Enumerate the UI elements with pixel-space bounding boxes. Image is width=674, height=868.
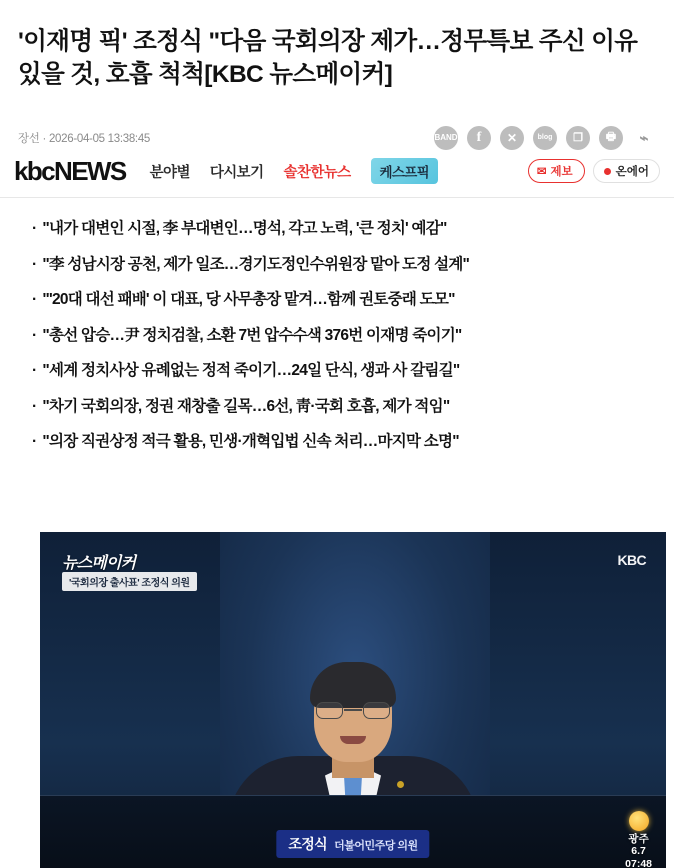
- nav-item-replay[interactable]: 다시보기: [209, 164, 264, 181]
- facebook-share-icon[interactable]: f: [467, 126, 491, 150]
- bullet-text: "총선 압승…尹 정치검찰, 소환 7번 압수수색 376번 이재명 죽이기": [42, 326, 462, 344]
- bullet-text: "내가 대변인 시절, 李 부대변인…명석, 각고 노력, '큰 정치' 예감": [42, 220, 447, 238]
- copy-link-icon[interactable]: ❐: [566, 126, 590, 150]
- nav-right: [528, 159, 660, 183]
- glasses-icon: [316, 702, 390, 720]
- share-icons: [434, 126, 656, 150]
- bullet-text: "李 성남시장 공천, 제가 일조…경기도정인수위원장 맡아 도정 설계": [42, 255, 470, 273]
- list-item: [32, 425, 656, 460]
- list-item: [32, 283, 656, 318]
- channel-watermark: KBC: [617, 552, 646, 569]
- bullet-text: "의장 직권상정 적극 활용, 민생·개혁입법 신속 처리…마지막 소명": [42, 433, 459, 451]
- report-button[interactable]: [528, 159, 585, 183]
- sun-icon: [629, 811, 649, 831]
- weather-overlay: [625, 811, 652, 868]
- bullet-dot-icon: ·: [32, 362, 37, 380]
- onair-button-label: 온에어: [615, 166, 649, 179]
- list-item: [32, 212, 656, 247]
- bullet-text: "차기 국회의장, 정권 재창출 길목…6선, 靑·국회 호흡, 제가 적임": [42, 397, 450, 415]
- bullet-dot-icon: ·: [32, 291, 37, 309]
- name-plate: [276, 830, 429, 858]
- video-still[interactable]: [40, 532, 666, 868]
- nav-item-categories[interactable]: 분야별: [149, 164, 190, 181]
- page-title: '이재명 픽' 조정식 "다음 국회의장 제가…정무특보 주신 이유 있을 것, 호흡 척척[KBC 뉴스메이커]: [18, 28, 638, 88]
- site-navbar: [0, 150, 674, 198]
- weather-temp: 6.7: [631, 845, 646, 858]
- figure-mouth: [340, 736, 366, 744]
- weather-city: 광주: [628, 832, 649, 845]
- name-plate-name: 조정식: [288, 836, 328, 853]
- bullet-text: "세계 정치사상 유례없는 정적 죽이기…24일 단식, 생과 사 갈림길": [42, 362, 460, 380]
- list-item: [32, 247, 656, 282]
- blog-share-icon[interactable]: blog: [533, 126, 557, 150]
- bullet-dot-icon: ·: [32, 397, 37, 415]
- logo-news: NEWS: [54, 155, 126, 186]
- list-item: [32, 354, 656, 389]
- nav-item-kbc-pick[interactable]: 케스프픽: [371, 158, 438, 184]
- name-plate-description: 더불어민주당 의원: [334, 840, 418, 853]
- bullet-dot-icon: ·: [32, 255, 37, 273]
- report-button-label: 제보: [550, 166, 573, 179]
- program-logo: 뉴스메이커: [62, 555, 136, 573]
- nav-items: [150, 158, 438, 184]
- onair-button[interactable]: [593, 159, 660, 183]
- byline: 장선 · 2026-04-05 13:38:45: [18, 132, 151, 145]
- bullet-dot-icon: ·: [32, 220, 37, 238]
- site-logo[interactable]: [14, 156, 126, 187]
- envelope-icon: ✉: [536, 166, 547, 179]
- weather-time: 07:48: [625, 857, 652, 868]
- byline-row: [0, 108, 674, 150]
- bullet-dot-icon: ·: [32, 433, 37, 451]
- program-subtitle-tag: '국회의장 출사표' 조정식 의원: [62, 572, 197, 591]
- bullet-dot-icon: ·: [32, 326, 37, 344]
- list-item: [32, 389, 656, 424]
- nav-item-solchan-news[interactable]: 솔찬한뉴스: [283, 164, 351, 181]
- onair-dot-icon: [604, 168, 611, 175]
- band-share-icon[interactable]: BAND: [434, 126, 458, 150]
- logo-kbc: kbc: [14, 155, 55, 186]
- bullet-text: "'20대 대선 패배' 이 대표, 당 사무총장 맡겨…함께 권토중래 도모": [42, 291, 455, 309]
- x-share-icon[interactable]: ✕: [500, 126, 524, 150]
- figure-lapel-pin: [397, 781, 404, 788]
- list-item: [32, 318, 656, 353]
- summary-bullets: [0, 198, 674, 460]
- article-page: [0, 16, 674, 868]
- print-icon[interactable]: 🖶: [599, 126, 623, 150]
- share-icon[interactable]: ⌁: [632, 126, 656, 150]
